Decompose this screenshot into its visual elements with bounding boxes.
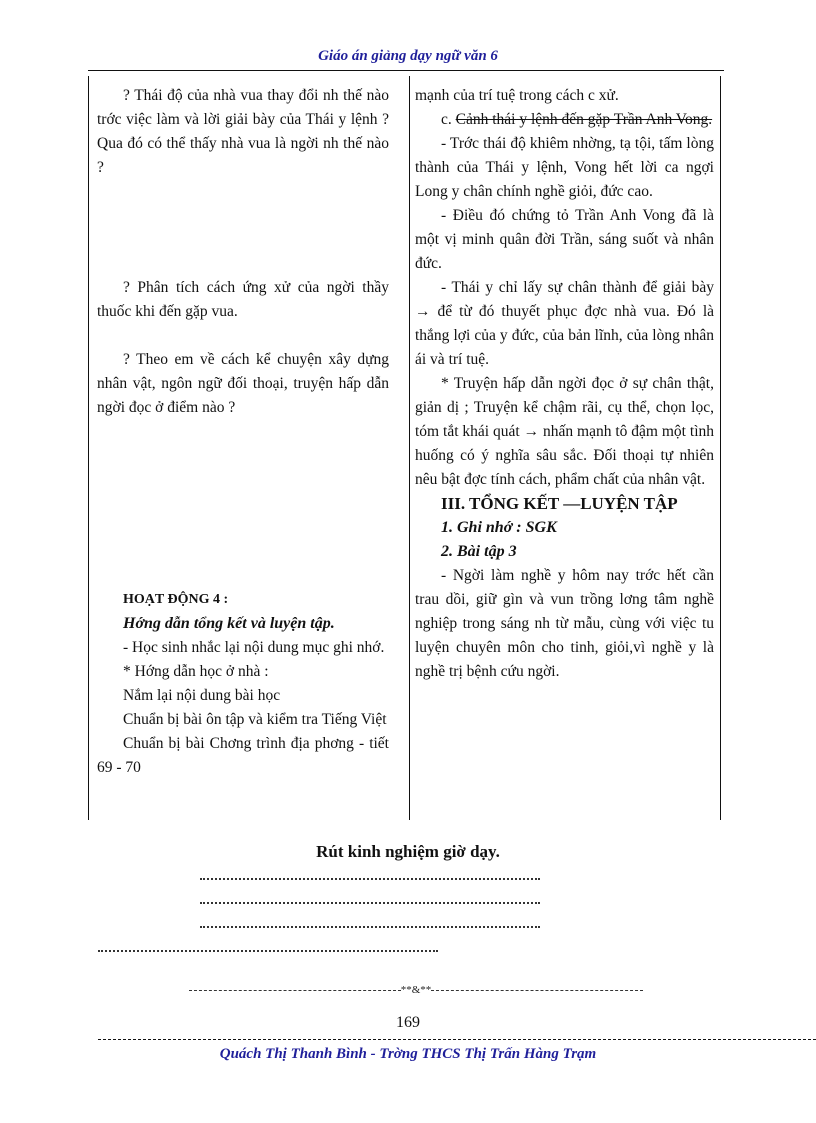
arrow-icon: → — [523, 423, 540, 440]
question-doctor-behavior: ? Phân tích cách ứng xử của ngời thầy thuốc khi đến gặp vua. — [97, 279, 389, 320]
arrow-icon: → — [415, 303, 431, 320]
activity-item: Chuẩn bị bài ôn tập và kiểm tra Tiếng Việt — [123, 711, 387, 728]
lesson-table — [88, 76, 721, 820]
column-divider — [409, 76, 410, 820]
summary-subheading: 1. Ghi nhớ : SGK — [441, 519, 557, 536]
content-paragraph: - Điều đó chứng tỏ Trần Anh Vong đã là một vị minh quân đời Trần, sáng suốt và nhân đức. — [415, 207, 714, 272]
teacher-column — [89, 76, 399, 820]
activity-item: Chuẩn bị bài Chơng trình địa phơng - tiết 69 - 70 — [97, 735, 389, 776]
footer-rule — [98, 1039, 816, 1040]
content-paragraph: mạnh của trí tuệ trong cách c xử. — [415, 87, 619, 104]
activity-subtitle: Hớng dẫn tổng kết và luyện tập. — [123, 615, 335, 632]
page-header: Giáo án giảng dạy ngữ văn 6 — [318, 48, 498, 64]
summary-title: III. TỔNG KẾT —LUYỆN TẬP — [441, 494, 678, 513]
dotted-line — [200, 866, 540, 880]
header-rule — [88, 70, 724, 71]
homework-title: * Hớng dẫn học ở nhà : — [123, 663, 269, 680]
activity-title: HOẠT ĐỘNG 4 : — [123, 592, 229, 607]
lesson-reflection-title: Rút kinh nghiệm giờ dạy. — [316, 842, 500, 861]
content-paragraph: * Truyện hấp dẫn ngời đọc ở sự chân thật, giản dị ; Truyện kể chậm rãi, cụ thể, chọn lọc, tóm tắt khái quát → nhấn mạnh tô đậm một tình huống có ý nghĩa sâu sắc. Đối thoại tự nhiên nêu bật đợc tính cách, phẩm chất của nhân vật. — [415, 375, 715, 488]
activity-item: - Học sinh nhắc lại nội dung mục ghi nhớ. — [123, 639, 385, 656]
activity-item: Nắm lại nội dung bài học — [123, 687, 281, 704]
content-paragraph: - Ngời làm nghề y hôm nay trớc hết cần trau dồi, giữ gìn và vun trồng lơng tâm nghề nghiệp trong sáng nh từ mẫu, cùng với việc tu luyện chuyên môn cho tinh, giỏi,vì nghề y là nghề trị bệnh cứu ngời. — [415, 567, 714, 680]
question-storytelling: ? Theo em về cách kể chuyện xây dựng nhân vật, ngôn ngữ đối thoại, truyện hấp dẫn ngời đọc ở điểm nào ? — [97, 351, 389, 416]
question-king-attitude: ? Thái độ của nhà vua thay đổi nh thế nào trớc việc làm và lời giải bày của Thái y lệnh ? Qua đó có thể thấy nhà vua là ngời nh thế nào ? — [97, 87, 389, 176]
section-c-heading: c. Cảnh thái y lệnh đến gặp Trần Anh Vong. — [441, 111, 713, 128]
content-paragraph: - Trớc thái độ khiêm nhờng, tạ tội, tấm lòng thành của Thái y lệnh, Vong hết lời ca ngợi Long y chân chính nghề giỏi, đức cao. — [415, 135, 714, 200]
content-column — [411, 76, 720, 820]
page-footer: Quách Thị Thanh Bình - Trờng THCS Thị Trấn Hàng Trạm — [219, 1046, 597, 1062]
content-paragraph: - Thái y chỉ lấy sự chân thành để giải bày → để từ đó thuyết phục đợc nhà vua. Đó là thắng lợi của y đức, của bản lĩnh, của lòng nhân ái và trí tuệ. — [415, 279, 714, 368]
dotted-line — [200, 890, 540, 904]
summary-subheading: 2. Bài tập 3 — [441, 543, 517, 560]
dotted-line — [98, 938, 438, 952]
dotted-line — [200, 914, 540, 928]
page-number: 169 — [396, 1014, 420, 1031]
section-separator: **&** — [172, 984, 660, 996]
